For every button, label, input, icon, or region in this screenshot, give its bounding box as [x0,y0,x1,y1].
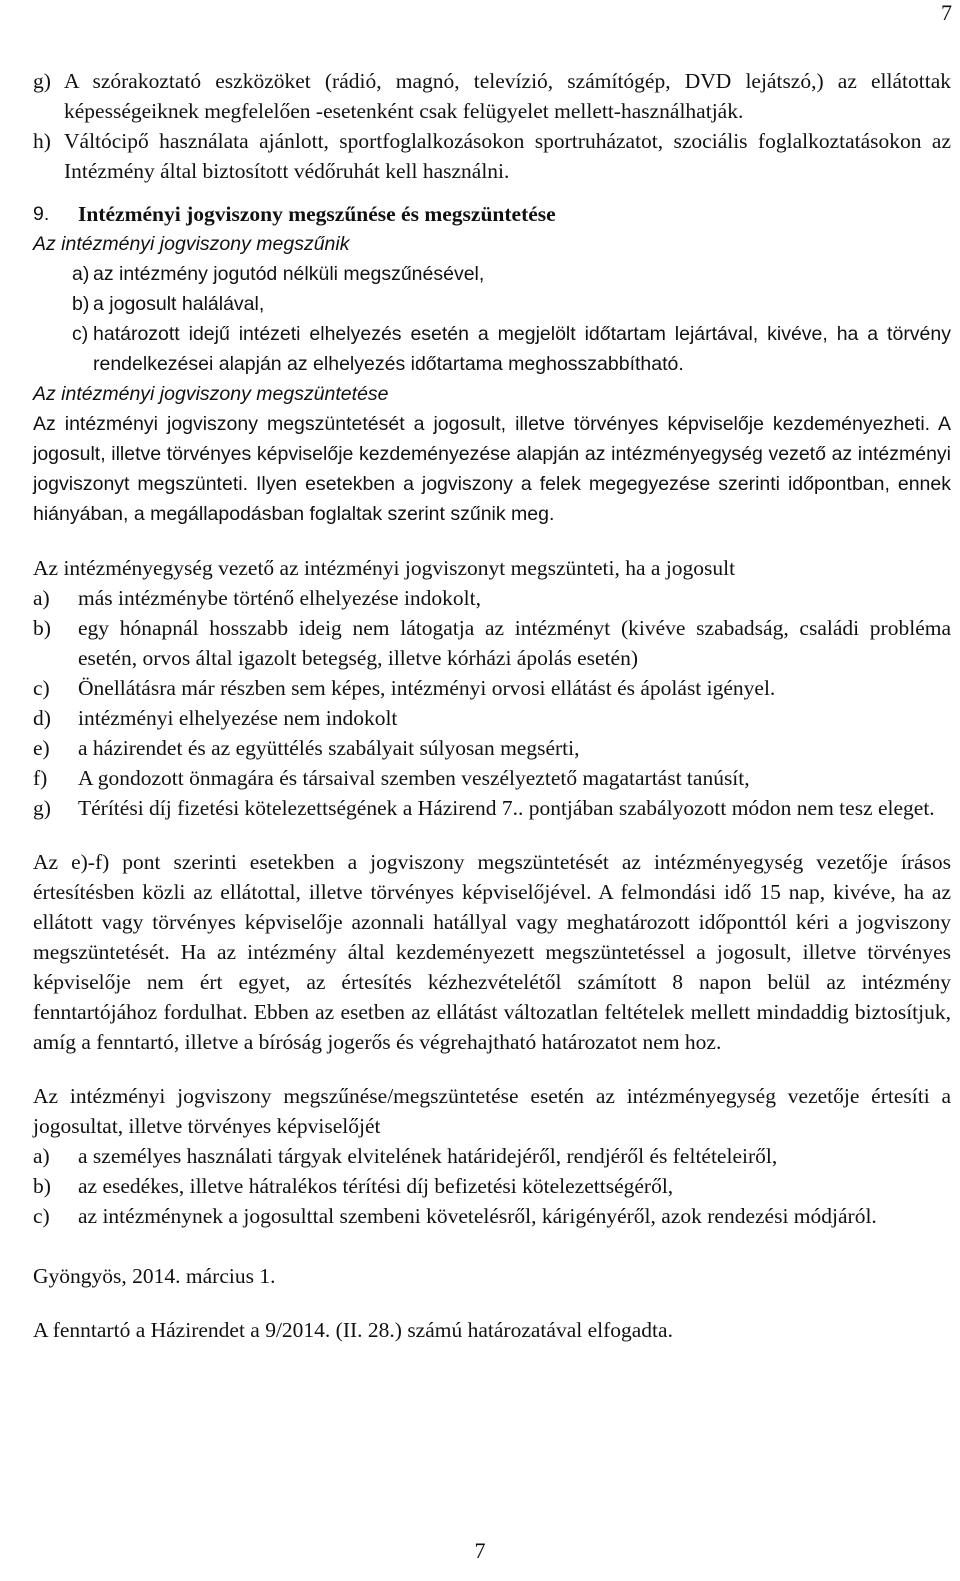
list-item [33,763,951,793]
list-text: A gondozott önmagára és társaival szemben veszélyeztető magatartást tanúsít, [78,766,750,790]
list-item [72,259,951,289]
list-item [33,1141,951,1171]
page-number-top: 7 [941,0,952,25]
paragraph-notify-intro: Az intézményi jogviszony megszűnése/megszüntetése esetén az intézményegység vezetője értesíti a jogosultat, illetve törvényes képviselőjét [33,1084,951,1138]
list-text: a személyes használati tárgyak elvitelének határidejéről, rendjéről és feltételeiről, [78,1144,778,1168]
list-text: Térítési díj fizetési kötelezettségének a Házirend 7.. pontjában szabályozott módon nem tesz eleget. [78,796,935,820]
list-text: az intézmény jogutód nélküli megszűnésével, [93,263,485,285]
list-item [33,703,951,733]
megszunik-list [33,259,951,379]
list-marker: g) [33,69,51,93]
list-marker: c) [33,1204,50,1228]
list-text: A szórakoztató eszközöket (rádió, magnó, televízió, számítógép, DVD lejátszó,) az ellátottak képességeiknek megfelelően -esetenként csak felügyelet mellett-használhatják. [64,69,951,123]
list-text: az intézménynek a jogosulttal szembeni követelésről, kárigényéről, azok rendezési módjáról. [78,1204,877,1228]
list-text: Váltócipő használata ajánlott, sportfoglalkozásokon sportruházatot, szociális foglalkoztatásokon az Intézmény által biztosított védőruhát kell használni. [64,129,951,183]
list-marker: d) [33,706,51,730]
list-text: más intézménybe történő elhelyezése indokolt, [78,586,481,610]
list-marker: a) [33,586,50,610]
list-marker: c) [72,323,89,345]
list-item [33,1171,951,1201]
list-marker: b) [72,293,90,315]
list-item [72,319,951,379]
list-marker: h) [33,129,51,153]
list-text: a házirendet és az együttélés szabályait súlyosan megsérti, [78,736,580,760]
list-item [33,793,951,823]
paragraph-megszuntetese: Az intézményi jogviszony megszüntetését a jogosult, illetve törvényes képviselője kezdeményezheti. A jogosult, illetve törvényes képviselője kezdeményezése alapján az intézményegység vezető az intézményi jogviszonyt megszünteti. Ilyen esetekben a jogviszony a felek megegyezése szerinti időpontban, ennek hiányában, a megállapodásban foglaltak szerint szűnik meg. [33,413,951,525]
list-marker: a) [33,1144,50,1168]
place-date: Gyöngyös, 2014. március 1. [33,1264,276,1288]
list-item [33,583,951,613]
list-text: a jogosult halálával, [93,293,265,315]
notify-list [33,1141,951,1231]
list-item [33,1201,951,1231]
list-marker: b) [33,616,51,640]
subheading-megszuntetese: Az intézményi jogviszony megszüntetése [33,383,389,405]
paragraph-termination-intro: Az intézményegység vezető az intézményi jogviszonyt megszünteti, ha a jogosult [33,556,736,580]
list-text: intézményi elhelyezése nem indokolt [78,706,398,730]
list-marker: g) [33,796,51,820]
section-number: 9. [33,203,50,225]
list-item [33,673,951,703]
list-item [33,126,951,186]
subheading-megszunik: Az intézményi jogviszony megszűnik [33,233,350,255]
list-marker: c) [33,676,50,700]
list-item [33,733,951,763]
list-text: egy hónapnál hosszabb ideig nem látogatja az intézményt (kivéve szabadság, családi probléma esetén, orvos által igazolt betegség, illetve kórházi ápolás esetén) [78,616,951,670]
document-body [33,66,951,1345]
list-item [72,289,951,319]
paragraph-ef: Az e)-f) pont szerinti esetekben a jogviszony megszüntetését az intézményegység vezetője írásos értesítésben közli az ellátottal, illetve törvényes képviselőjével. A felmondási idő 15 nap, kivéve, ha az ellátott vagy törvényes képviselője azonnali hatállyal vagy meghatározott időponttól kéri a jogviszony megszüntetését. Ha az intézmény által kezdeményezett megszüntetéssel a jogosult, illetve törvényes képviselője nem ért egyet, az értesítés kézhezvételétől számított 8 napon belül az intézmény fenntartójához fordulhat. Ebben az esetben az ellátást változatlan feltételek mellett mindaddig biztosítjuk, amíg a fenntartó, illetve a bíróság jogerős és végrehajtható határozatot nem hoz. [33,850,951,1054]
list-marker: f) [33,766,48,790]
list-text: határozott idejű intézeti elhelyezés esetén a megjelölt időtartam lejártával, kivéve, ha a törvény rendelkezései alapján az elhelyezés időtartama meghosszabbítható. [93,323,951,375]
list-marker: b) [33,1174,51,1198]
termination-list [33,583,951,823]
approval-statement: A fenntartó a Házirendet a 9/2014. (II. 28.) számú határozatával elfogadta. [33,1318,673,1342]
list-marker: e) [33,736,50,760]
list-marker: a) [72,263,90,285]
section-title: Intézményi jogviszony megszűnése és megszüntetése [78,202,556,226]
list-text: az esedékes, illetve hátralékos térítési díj befizetési kötelezettségéről, [78,1174,674,1198]
list-item [33,66,951,126]
list-item [33,613,951,673]
list-text: Önellátásra már részben sem képes, intézményi orvosi ellátást és ápolást igényel. [78,676,776,700]
section-heading [33,199,951,229]
page-number-bottom: 7 [474,1538,486,1563]
